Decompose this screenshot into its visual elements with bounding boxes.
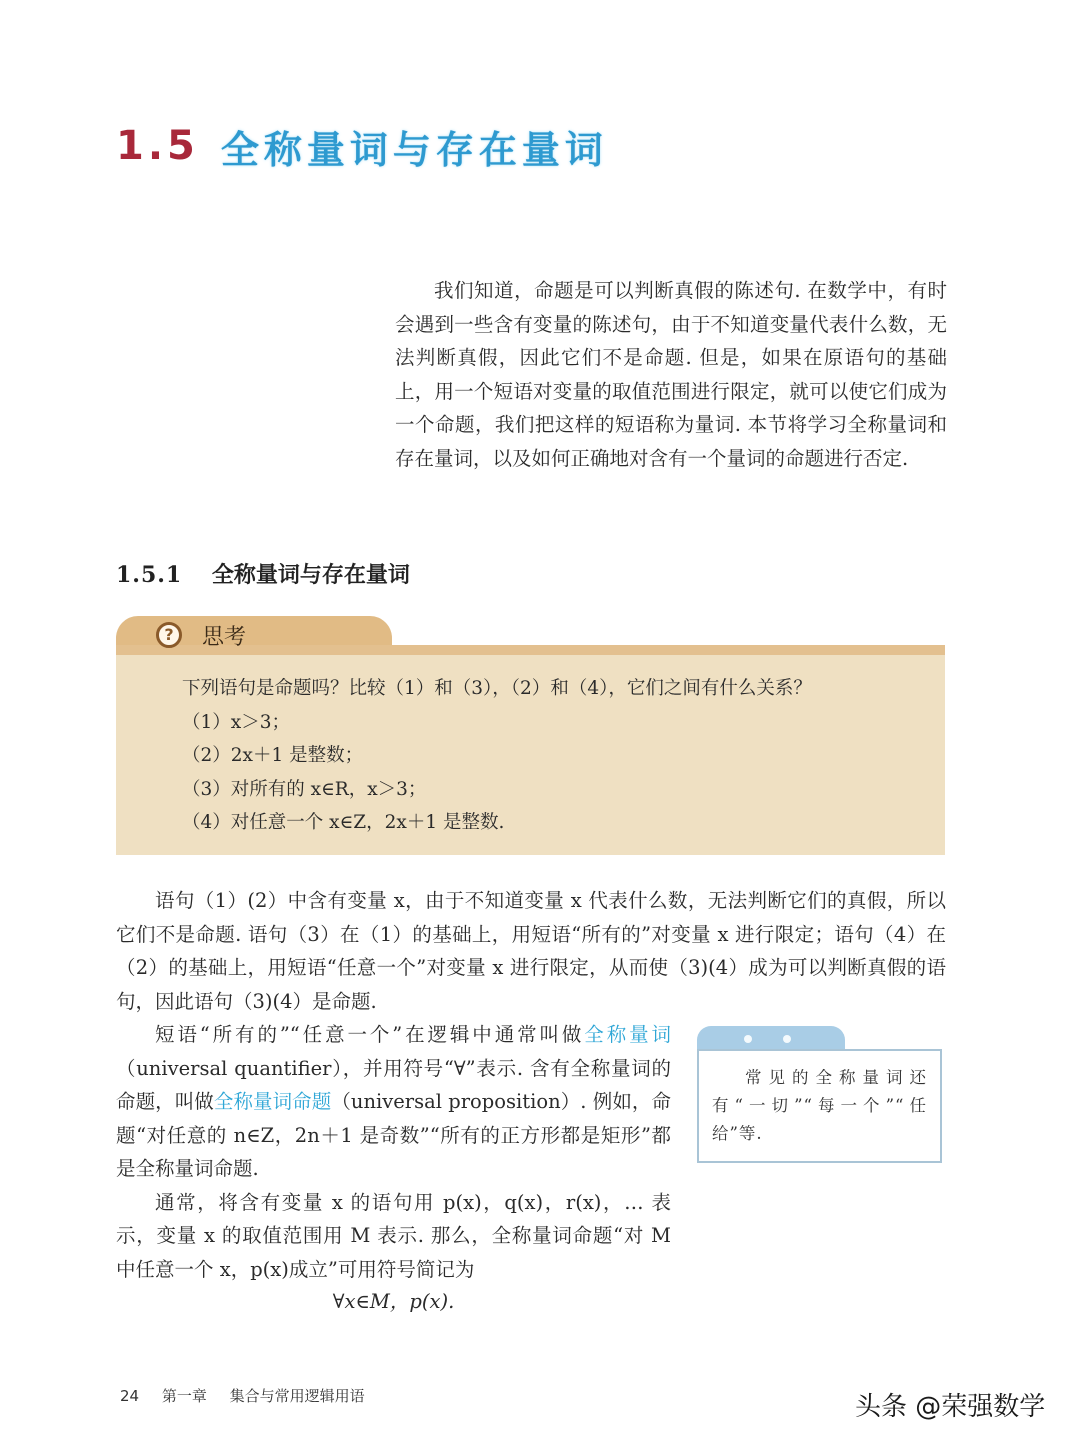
side-note	[712, 1064, 927, 1148]
watermark: 头条 @荣强数学	[855, 1392, 1046, 1422]
chapter-label: 第一章	[161, 1387, 207, 1405]
side-note-dot	[744, 1035, 752, 1043]
formula: ∀x∈M，p(x).	[332, 1290, 455, 1313]
think-box-content	[182, 672, 922, 840]
p2-part1: 短语“所有的”“任意一个”在逻辑中通常叫做	[155, 1023, 585, 1046]
paragraph-2	[116, 1018, 671, 1186]
think-box-label: 思考	[202, 625, 247, 650]
think-item-3: （3）对所有的 x∈R，x＞3；	[182, 778, 427, 800]
think-item-2: （2）2x＋1 是整数；	[182, 745, 364, 766]
section-title	[116, 116, 608, 176]
chapter-title: 集合与常用逻辑用语	[229, 1387, 365, 1405]
subsection-title: 全称量词与存在量词	[211, 563, 410, 588]
paragraph-1	[116, 884, 946, 1018]
subsection-number: 1.5.1	[116, 562, 183, 588]
page-footer	[120, 1385, 365, 1406]
page-number: 24	[120, 1387, 140, 1405]
subsection-heading	[116, 558, 410, 589]
side-note-text: 常见的全称量词还有“一切”“每一个”“任给”等.	[712, 1068, 927, 1143]
side-note-dot	[783, 1035, 791, 1043]
paragraph-3: 通常，将含有变量 x 的语句用 p(x)，q(x)，r(x)，… 表示，变量 x 的取值范围用 M 表示. 那么，全称量词命题“对 M 中任意一个 x，p(x)成立”可用符号简记为	[116, 1190, 671, 1281]
paragraph-1-text: 语句（1）(2）中含有变量 x，由于不知道变量 x 代表什么数，无法判断它们的真假，所以它们不是命题. 语句（3）在（1）的基础上，用短语“所有的”对变量 x 进行限定；语句（4）在（2）的基础上，用短语“任意一个”对变量 x 进行限定，从而使（3)(4）成为可以判断真假的语句，因此语句（3)(4）是命题.	[116, 889, 946, 1013]
term-universal-quantifier: 全称量词	[584, 1023, 671, 1046]
p2-part3: （universal proposition）. 例如，命题“对任意的 n∈Z，2n＋1 是奇数”“所有的正方形都是矩形”都是全称量词命题.	[116, 1090, 671, 1180]
intro-text: 我们知道，命题是可以判断真假的陈述句. 在数学中，有时会遇到一些含有变量的陈述句，由于不知道变量代表什么数，无法判断真假，因此它们不是命题. 但是，如果在原语句的基础上，用一个短语对变量的取值范围进行限定，就可以使它们成为一个命题，我们把这样的短语称为量词. 本节将学习全称量词和存在量词，以及如何正确地对含有一个量词的命题进行否定.	[395, 279, 947, 470]
think-item-1: （1）x＞3；	[182, 711, 290, 733]
think-item-4: （4）对任意一个 x∈Z，2x＋1 是整数.	[182, 812, 505, 833]
paragraph-2-block	[116, 1018, 671, 1286]
p2-part2: （universal quantifier），并用符号“∀”表示. 含有全称量词的命题，叫做	[116, 1056, 671, 1113]
question-circle-icon: ?	[156, 622, 182, 648]
term-universal-proposition: 全称量词命题	[213, 1090, 332, 1113]
intro-paragraph	[395, 274, 947, 475]
section-number: 1.5	[116, 123, 199, 169]
section-title-text: 全称量词与存在量词	[220, 127, 608, 172]
think-question: 下列语句是命题吗？比较（1）和（3），（2）和（4），它们之间有什么关系？	[182, 678, 812, 699]
